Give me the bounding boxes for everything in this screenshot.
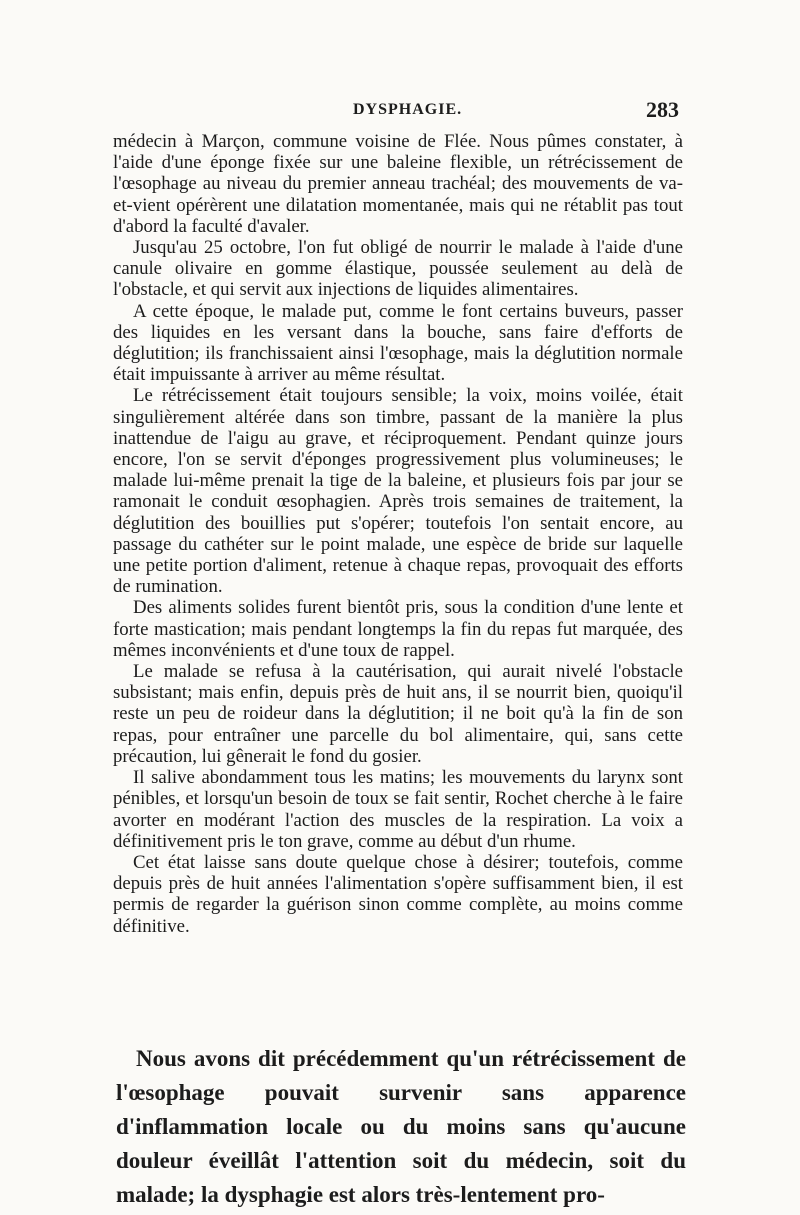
paragraph: Jusqu'au 25 octobre, l'on fut obligé de nourrir le malade à l'aide d'une canule olivaire en gomme élastique, poussée seulement au delà de l'obstacle, et qui servit aux injections de liquides alimentaires. (113, 237, 683, 301)
paragraph: Cet état laisse sans doute quelque chose à désirer; toutefois, comme depuis près de huit années l'alimentation s'opère suffisamment bien, il est permis de regarder la guérison sinon comme complète, au moins comme définitive. (113, 851, 683, 937)
paragraph: Le malade se refusa à la cautérisation, qui aurait nivelé l'obstacle subsistant; mais enfin, depuis près de huit ans, il se nourrit bien, quoiqu'il reste un peu de roideur dans la déglutition; il ne boit qu'à la fin de son repas, pour entraîner une parcelle du bol alimentaire, qui, sans cette précaution, lui gênerait le fond du gosier. (113, 661, 683, 767)
paragraph-continued: médecin à Marçon, commune voisine de Flée. Nous pûmes constater, à l'aide d'une éponge fixée sur une baleine flexible, un rétrécissement de l'œsophage au niveau du premier anneau trachéal; des mouvements de va-et-vient opérèrent une dilatation momentanée, mais qui ne rétablit pas tout d'abord la faculté d'avaler. (113, 131, 683, 237)
paragraph: Le rétrécissement était toujours sensible; la voix, moins voilée, était singulièrement altérée dans son timbre, passant de la manière la plus inattendue de l'aigu au grave, et réciproquement. Pendant quinze jours encore, l'on se servit d'éponges progressivement plus volumineuses; le malade lui-même prenait la tige de la baleine, et plusieurs fois par jour se ramonait le conduit œsophagien. Après trois semaines de traitement, la déglutition des bouillies put s'opérer; toutefois l'on sentait encore, au passage du cathéter sur le point malade, une espèce de bride sur laquelle une petite portion d'aliment, retenue à chaque repas, provoquait des efforts de rumination. (113, 385, 683, 598)
large-paragraph: Nous avons dit précédemment qu'un rétrécissement de l'œsophage pouvait survenir sans apparence d'inflammation locale ou du moins sans qu'aucune douleur éveillât l'attention soit du médecin, soit du malade; la dysphagie est alors très-lentement pro- (116, 1046, 686, 1207)
paragraph: A cette époque, le malade put, comme le font certains buveurs, passer des liquides en les versant dans la bouche, sans faire d'efforts de déglutition; ils franchissaient ainsi l'œsophage, mais la déglutition normale était impuissante à arriver au même résultat. (113, 300, 683, 386)
running-title: DYSPHAGIE. (353, 101, 463, 118)
paragraph: Des aliments solides furent bientôt pris, sous la condition d'une lente et forte mastication; mais pendant longtemps la fin du repas fut marquée, des mêmes inconvénients et d'une toux de rappel. (113, 597, 683, 661)
page-number: 283 (646, 97, 679, 122)
paragraph: Il salive abondamment tous les matins; les mouvements du larynx sont pénibles, et lorsqu'un besoin de toux se fait sentir, Rochet cherche à le faire avorter en modérant l'action des muscles de la respiration. La voix a définitivement pris le ton grave, comme au début d'un rhume. (113, 767, 683, 852)
page-header (0, 97, 800, 127)
body-text (113, 131, 683, 937)
large-text-section (116, 1042, 686, 1212)
